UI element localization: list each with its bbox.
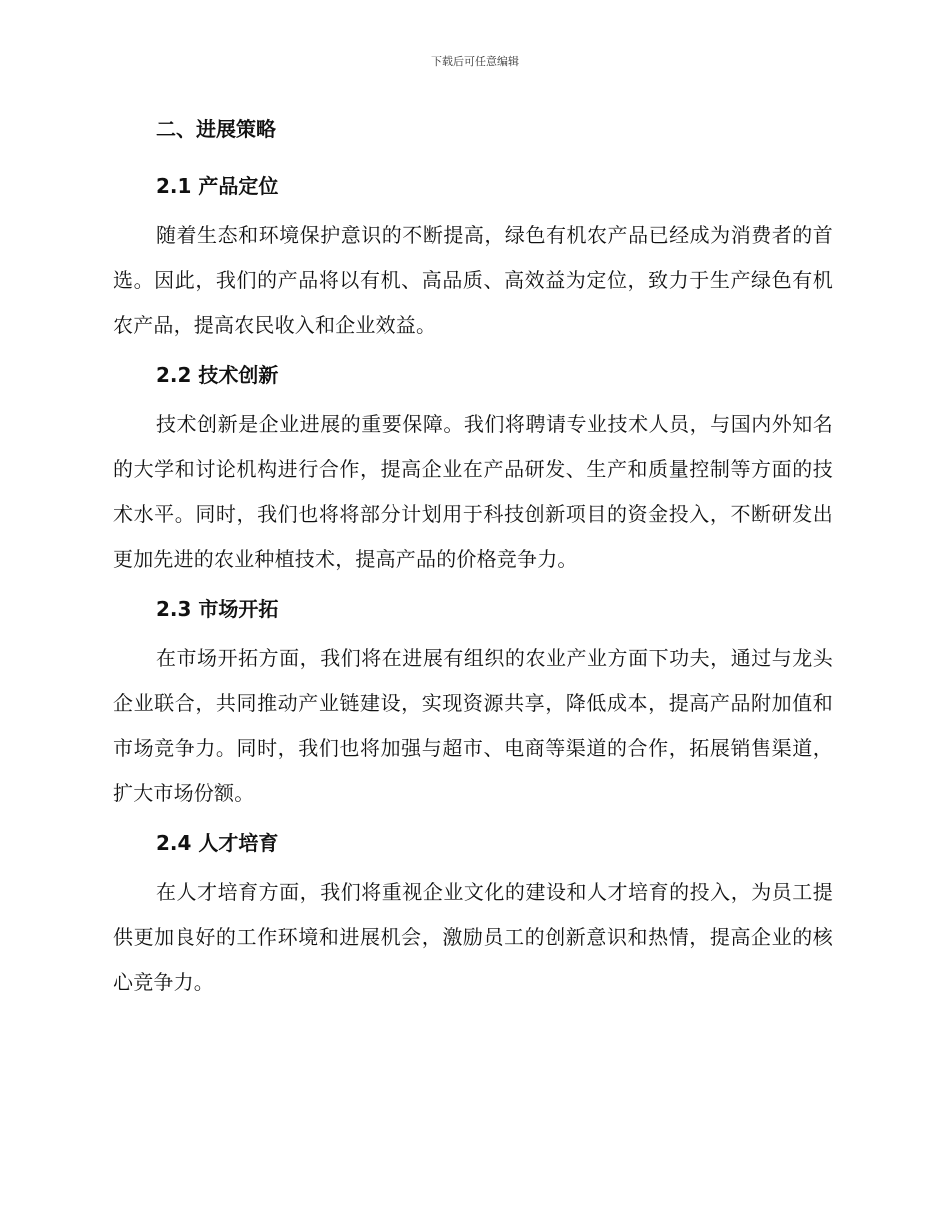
subsection-heading-2-1: 2.1 产品定位 <box>156 174 279 198</box>
subsection-heading-2-4: 2.4 人才培育 <box>156 831 279 855</box>
page-header-note: 下载后可任意编辑 <box>431 55 519 68</box>
subsection-heading-2-3: 2.3 市场开拓 <box>156 597 279 621</box>
subsection-heading-2-2: 2.2 技术创新 <box>156 363 279 387</box>
paragraph-2-1: 随着生态和环境保护意识的不断提高，绿色有机农产品已经成为消费者的首选。因此，我们的产品将以有机、高品质、高效益为定位，致力于生产绿色有机农产品，提高农民收入和企业效益。 <box>113 223 833 337</box>
paragraph-2-4: 在人才培育方面，我们将重视企业文化的建设和人才培育的投入，为员工提供更加良好的工作环境和进展机会，激励员工的创新意识和热情，提高企业的核心竞争力。 <box>113 880 833 994</box>
paragraph-2-3: 在市场开拓方面，我们将在进展有组织的农业产业方面下功夫，通过与龙头企业联合，共同推动产业链建设，实现资源共享，降低成本，提高产品附加值和市场竞争力。同时，我们也将加强与超市、电商等渠道的合作，拓展销售渠道，扩大市场份额。 <box>113 646 833 805</box>
section-title: 二、进展策略 <box>156 117 276 141</box>
paragraph-2-2: 技术创新是企业进展的重要保障。我们将聘请专业技术人员，与国内外知名的大学和讨论机构进行合作，提高企业在产品研发、生产和质量控制等方面的技术水平。同时，我们也将将部分计划用于科技创新项目的资金投入，不断研发出更加先进的农业种植技术，提高产品的价格竞争力。 <box>113 412 833 571</box>
document-body <box>113 113 833 1016</box>
